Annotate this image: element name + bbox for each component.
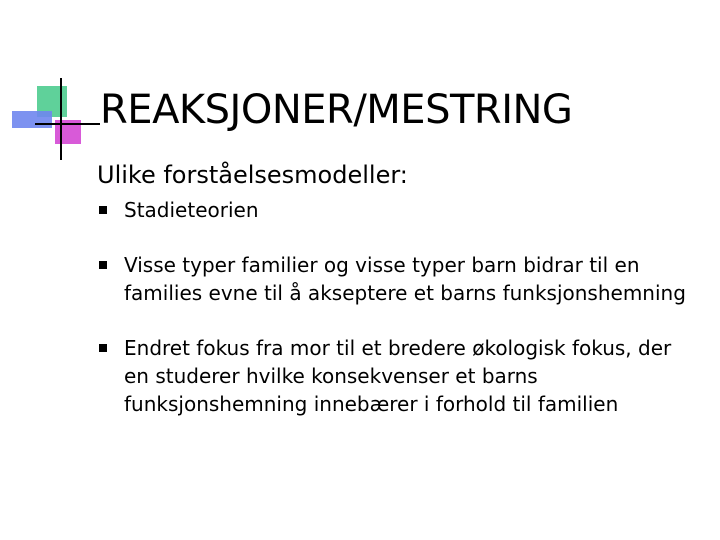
bullet-item: [96, 196, 696, 224]
slide-subtitle: Ulike forståelsesmodeller:: [97, 161, 408, 189]
bullet-text: Stadieteorien: [124, 198, 259, 222]
bullet-square-icon: [99, 206, 107, 214]
logo-blue-square: [12, 111, 52, 128]
decorative-logo: [0, 0, 110, 170]
bullet-item: [96, 251, 696, 307]
slide-title: REAKSJONER/MESTRING: [100, 87, 573, 133]
bullet-text: Endret fokus fra mor til et bredere økologisk fokus, der en studerer hvilke konsekvenser et barns funksjonshemning innebærer i forhold til familien: [124, 336, 672, 416]
bullet-list: [96, 196, 696, 418]
bullet-square-icon: [99, 261, 107, 269]
bullet-text: Visse typer familier og visse typer barn bidrar til en families evne til å akseptere et barns funksjonshemning: [124, 253, 686, 305]
bullet-item: [96, 334, 696, 418]
bullet-square-icon: [99, 344, 107, 352]
